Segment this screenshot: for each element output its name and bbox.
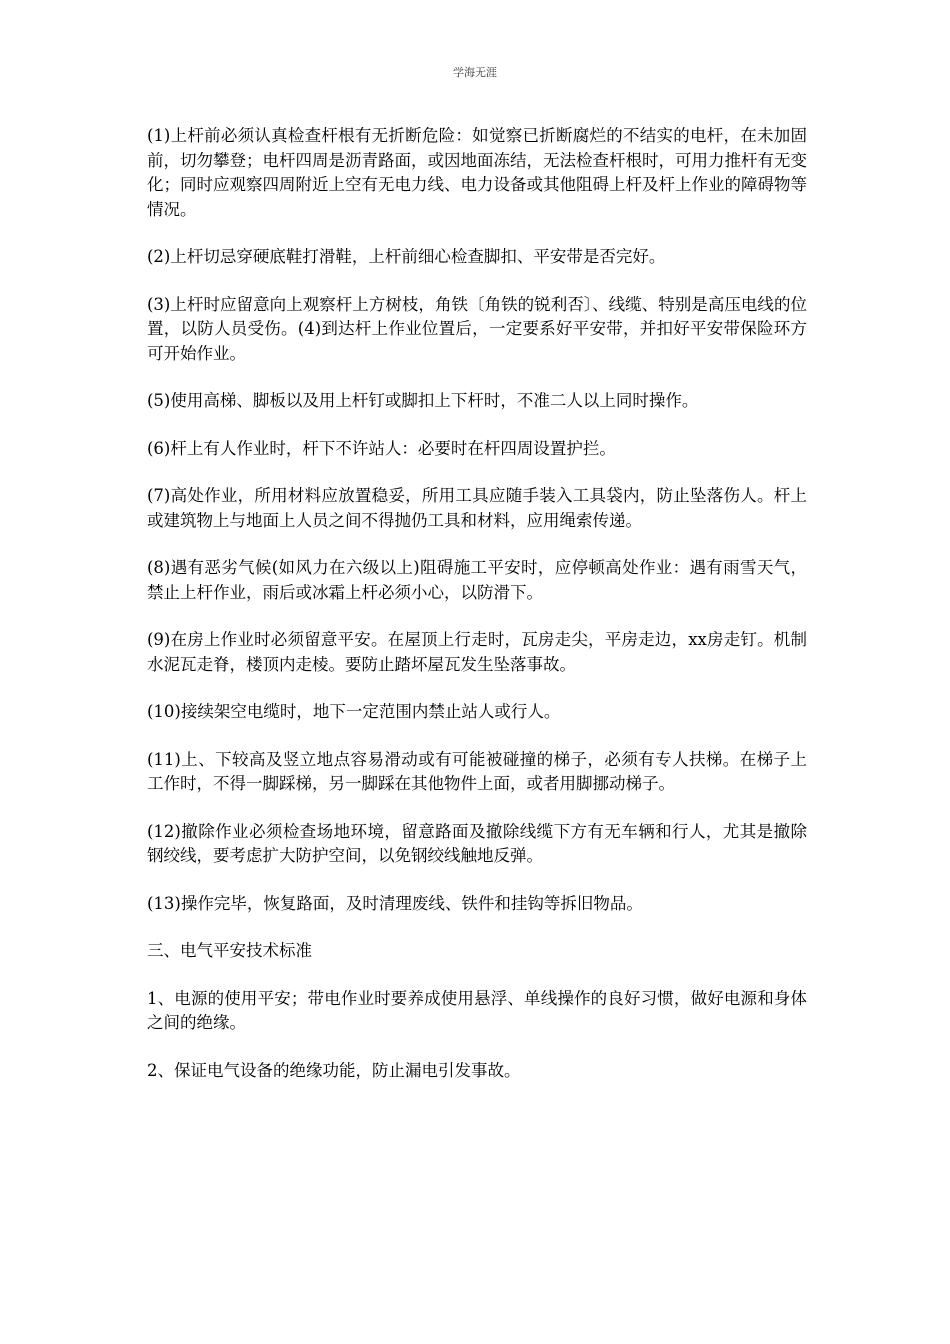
paragraph-7: (7)高处作业，所用材料应放置稳妥，所用工具应随手装入工具袋内，防止坠落伤人。杆上或建筑物上与地面上人员之间不得抛仍工具和材料，应用绳索传递。 bbox=[147, 486, 807, 530]
paragraph-5: (5)使用高梯、脚板以及用上杆钉或脚扣上下杆时，不准二人以上同时操作。 bbox=[147, 391, 699, 410]
section-heading-electrical: 三、电气平安技术标准 bbox=[147, 941, 312, 960]
paragraph-13: (13)操作完毕，恢复路面，及时清理废线、铁件和挂钩等拆旧物品。 bbox=[147, 893, 643, 913]
electrical-item-1: 1、电源的使用平安；带电作业时要养成使用悬浮、单线操作的良好习惯，做好电源和身体之间的绝缘。 bbox=[147, 988, 807, 1032]
paragraph-1: (1)上杆前必须认真检查杆根有无折断危险：如觉察已折断腐烂的不结实的电杆，在未加固前，切勿攀登；电杆四周是沥青路面，或因地面冻结，无法检查杆根时，可用力推杆有无变化；同时应观察四周附近上空有无电力线、电力设备或其他阻碍上杆及杆上作业的障碍物等情况。 bbox=[147, 126, 807, 219]
paragraph-12: (12)撤除作业必须检查场地环境，留意路面及撤除线缆下方有无车辆和行人，尤其是撤除钢绞线，要考虑扩大防护空间，以免钢绞线触地反弹。 bbox=[147, 821, 807, 865]
paragraph-6: (6)杆上有人作业时，杆下不许站人：必要时在杆四周设置护拦。 bbox=[147, 438, 616, 458]
document-body bbox=[147, 124, 807, 1106]
paragraph-2: (2)上杆切忌穿硬底鞋打滑鞋，上杆前细心检查脚扣、平安带是否完好。 bbox=[147, 247, 666, 266]
electrical-item-2: 2、保证电气设备的绝缘功能，防止漏电引发事故。 bbox=[147, 1060, 521, 1080]
paragraph-11: (11)上、下较高及竖立地点容易滑动或有可能被碰撞的梯子，必须有专人扶梯。在梯子上工作时，不得一脚踩梯，另一脚踩在其他物件上面，或者用脚挪动梯子。 bbox=[147, 749, 807, 793]
page-header: 学海无涯 bbox=[453, 66, 497, 79]
paragraph-3: (3)上杆时应留意向上观察杆上方树枝，角铁〔角铁的锐利否〕、线缆、特别是高压电线的位置，以防人员受伤。(4)到达杆上作业位置后，一定要系好平安带，并扣好平安带保险环方可开始作业。 bbox=[147, 294, 807, 363]
paragraph-9: (9)在房上作业时必须留意平安。在屋顶上行走时，瓦房走尖，平房走边，xx房走钉。机制水泥瓦走脊，楼顶内走棱。要防止踏坏屋瓦发生坠落事故。 bbox=[147, 630, 807, 674]
paragraph-10: (10)接续架空电缆时，地下一定范围内禁止站人或行人。 bbox=[147, 702, 561, 721]
paragraph-8: (8)遇有恶劣气候(如风力在六级以上)阻碍施工平安时，应停顿高处作业：遇有雨雪天气，禁止上杆作业，雨后或冰霜上杆必须小心，以防滑下。 bbox=[147, 558, 807, 602]
